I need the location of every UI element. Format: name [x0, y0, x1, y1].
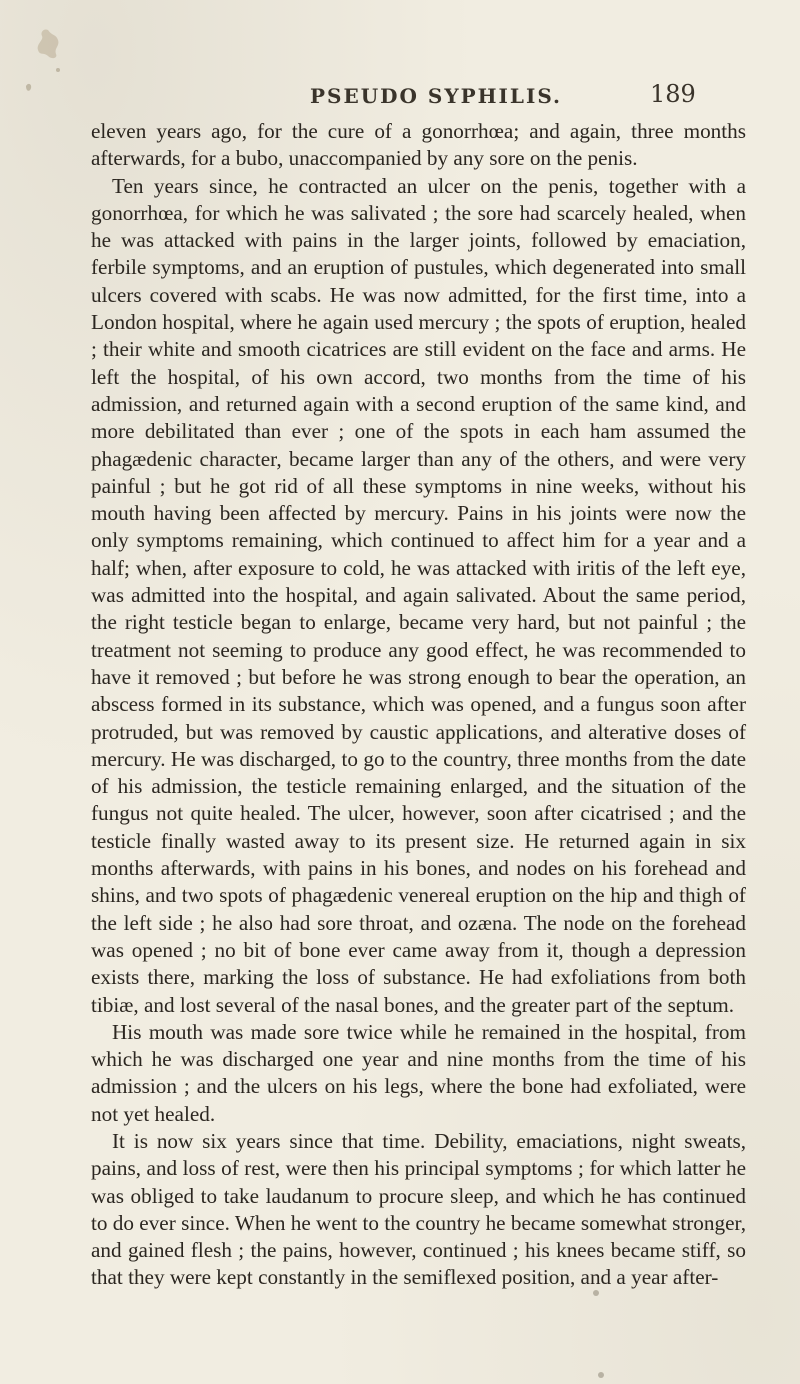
paragraph: His mouth was made sore twice while he remained in the hospital, from which he was discharged one year and nine months from the time of his admission ; and the ulcers on his legs, where the bone had exfoliated, were not yet healed.: [91, 1019, 746, 1126]
running-title: PSEUDO SYPHILIS.: [310, 84, 563, 108]
body-text: [91, 118, 746, 1292]
paragraph: It is now six years since that time. Debility, emaciations, night sweats, pains, and loss of rest, were then his principal symptoms ; for which latter he was obliged to take laudanum to procure sleep, and which he has continued to do ever since. When he went to the country he became somewhat stronger, and gained flesh ; the pains, however, continued ; his knees became stiff, so that they were kept constantly in the semiflexed position, and a year after-: [91, 1128, 746, 1290]
running-head: [0, 78, 800, 110]
ink-speck: [598, 1372, 604, 1378]
paragraph: Ten years since, he contracted an ulcer on the penis, together with a gonorrhœa, for which he was salivated ; the sore had scarcely healed, when he was attacked with pains in the larger joints, followed by emaciation, ferbile symptoms, and an eruption of pustules, which degenerated into small ulcers covered with scabs. He was now admitted, for the first time, into a London hospital, where he again used mercury ; the spots of eruption, healed ; their white and smooth cicatrices are still evident on the face and arms. He left the hospital, of his own accord, two months from the time of his admission, and returned again with a second eruption of the same kind, and more debilitated than ever ; one of the spots in each ham assumed the phagædenic character, became larger than any of the others, and were very painful ; but he got rid of all these symptoms in nine weeks, without his mouth having been affected by mercury. Pains in his joints were now the only symptoms remaining, which continued to affect him for a year and a half; when, after exposure to cold, he was attacked with iritis of the left eye, was admitted into the hospital, and again salivated. About the same period, the right testicle began to enlarge, became very hard, but not painful ; the treatment not seeming to produce any good effect, he was recommended to have it removed ; but before he was strong enough to bear the operation, an abscess formed in its substance, which was opened, and a fungus soon after protruded, but was removed by caustic applications, and alterative doses of mercury. He was discharged, to go to the country, three months from the date of his admission, the testicle remaining enlarged, and the situation of the fungus not quite healed. The ulcer, however, soon after cicatrised ; and the testicle finally wasted away to its present size. He returned again in six months afterwards, with pains in his bones, and nodes on his forehead and shins, and two spots of phagædenic venereal eruption on the hip and thigh of the left side ; he also had sore throat, and ozæna. The node on the forehead was opened ; no bit of bone ever came away from it, though a depression exists there, marking the loss of substance. He had exfoliations from both tibiæ, and lost several of the nasal bones, and the greater part of the septum.: [91, 173, 746, 1017]
paragraph: eleven years ago, for the cure of a gonorrhœa; and again, three months afterwards, for a bubo, unaccompanied by any sore on the penis.: [91, 119, 746, 171]
page-number: 189: [650, 80, 696, 108]
ink-speck: [593, 1290, 599, 1296]
